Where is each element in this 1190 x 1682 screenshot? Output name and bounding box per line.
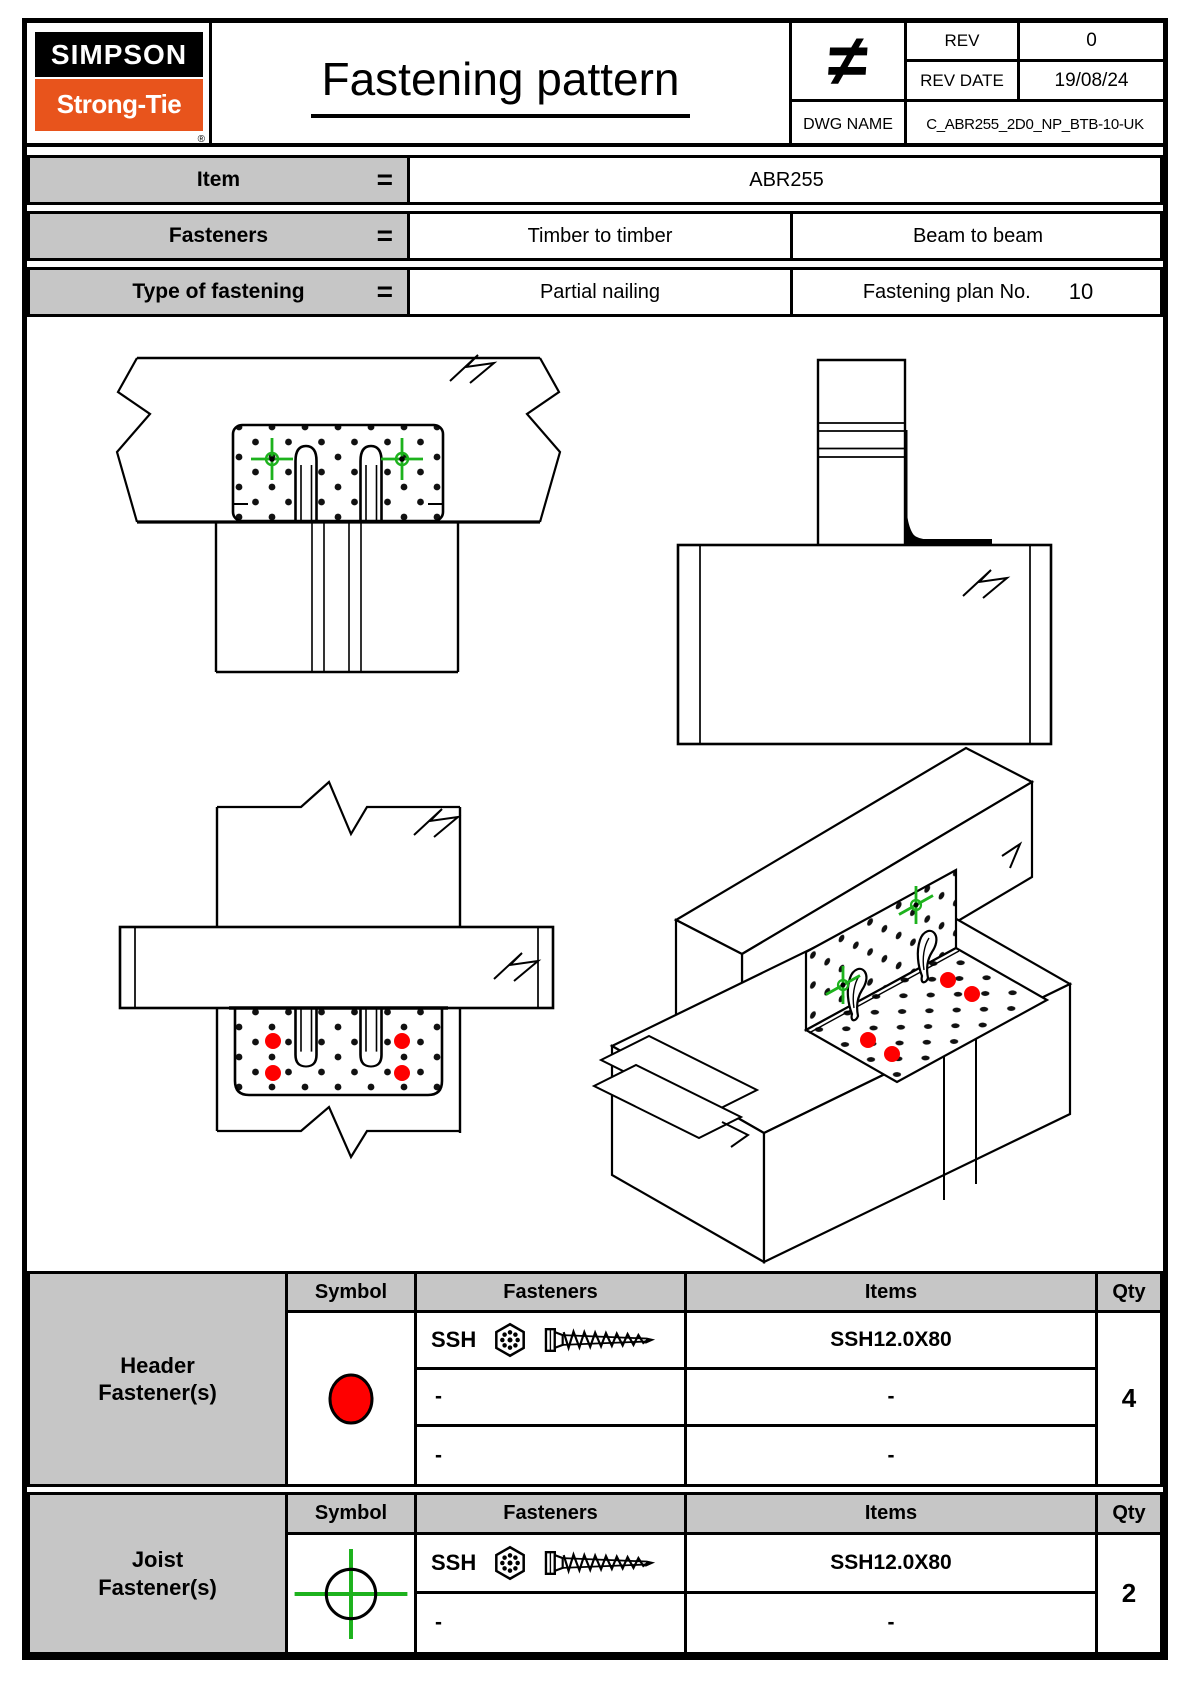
col-header-symbol: Symbol <box>288 1274 417 1313</box>
title-block <box>27 20 1163 147</box>
plan-cell <box>793 270 1163 314</box>
col-header-qty: Qty <box>1098 1274 1160 1313</box>
fastener-code: SSH <box>431 1327 477 1352</box>
equals-sign: = <box>376 164 393 195</box>
item-cell: SSH12.0X80 <box>687 1535 1098 1594</box>
brand-logo <box>27 23 212 147</box>
front-view <box>117 355 560 672</box>
page-title: Fastening pattern <box>311 52 689 118</box>
fastener-code: SSH <box>431 1550 477 1575</box>
col-header-items: Items <box>687 1274 1098 1313</box>
green-crosshair-circle-icon <box>289 1542 413 1646</box>
hex-washer-head-icon <box>492 1545 528 1581</box>
item-cell: - <box>687 1427 1098 1484</box>
qty-value: 4 <box>1121 1383 1137 1413</box>
rev-value: 0 <box>1020 23 1163 62</box>
logo-strongtie-text: Strong-Tie <box>35 79 203 131</box>
side-view <box>678 360 1051 744</box>
type-label: Type of fastening <box>132 280 305 303</box>
red-filled-circle-icon <box>323 1369 379 1429</box>
col-header-items: Items <box>687 1495 1098 1535</box>
type-value: Partial nailing <box>410 270 793 314</box>
fastener-cell: - <box>417 1594 687 1652</box>
rev-date-value: 19/08/24 <box>1020 62 1163 102</box>
bottom-view <box>120 782 553 1157</box>
fastener-cell: - <box>417 1370 687 1427</box>
col-header-fasteners: Fasteners <box>417 1495 687 1535</box>
item-cell: SSH12.0X80 <box>687 1313 1098 1370</box>
screw-side-icon <box>544 1322 662 1358</box>
fastener-cell <box>417 1313 687 1370</box>
dwg-name-label: DWG NAME <box>792 102 907 147</box>
spec-row-type <box>27 267 1163 317</box>
item-value: ABR255 <box>749 168 824 191</box>
simpson-strongtie-logo <box>35 32 205 145</box>
fastener-cell <box>417 1535 687 1594</box>
col-header-qty: Qty <box>1098 1495 1160 1535</box>
sheet-title-cell <box>212 23 792 147</box>
equals-sign: = <box>376 276 393 307</box>
green-crosshair-symbol <box>288 1535 417 1652</box>
projection-symbol-cell <box>792 20 907 102</box>
fasteners-label: Fasteners <box>168 224 269 247</box>
projection-symbol-icon: ≠ <box>825 20 871 101</box>
registered-mark: ® <box>197 134 205 145</box>
screw-side-icon <box>544 1545 662 1581</box>
logo-simpson-text: SIMPSON <box>35 32 203 77</box>
fastener-cell: - <box>417 1427 687 1484</box>
hex-washer-head-icon <box>492 1322 528 1358</box>
fastening-pattern-drawing <box>27 318 1163 1270</box>
fasteners-value-1: Timber to timber <box>410 214 793 258</box>
rev-date-label: REV DATE <box>907 62 1020 102</box>
spec-row-item <box>27 155 1163 205</box>
rev-label: REV <box>907 23 1020 62</box>
type-label-cell <box>30 270 410 314</box>
col-header-symbol: Symbol <box>288 1495 417 1535</box>
item-label-cell <box>30 158 410 202</box>
joist-fastener-table <box>27 1492 1163 1655</box>
isometric-view <box>594 748 1070 1262</box>
header-fastener-table <box>27 1271 1163 1487</box>
plan-label: Fastening plan No. <box>862 280 1031 303</box>
qty-value: 2 <box>1121 1578 1137 1608</box>
item-cell: - <box>687 1594 1098 1652</box>
equals-sign: = <box>376 220 393 251</box>
fasteners-label-cell <box>30 214 410 258</box>
dwg-name-value: C_ABR255_2D0_NP_BTB-10-UK <box>926 116 1144 133</box>
section-label-header-fasteners: Header Fastener(s) <box>30 1274 288 1484</box>
col-header-fasteners: Fasteners <box>417 1274 687 1313</box>
plan-number: 10 <box>1068 279 1094 304</box>
section-label-joist-fasteners: Joist Fastener(s) <box>30 1495 288 1652</box>
red-circle-symbol <box>288 1313 417 1484</box>
item-label: Item <box>196 168 241 191</box>
fasteners-value-2: Beam to beam <box>912 224 1044 247</box>
item-cell: - <box>687 1370 1098 1427</box>
spec-row-fasteners <box>27 211 1163 261</box>
